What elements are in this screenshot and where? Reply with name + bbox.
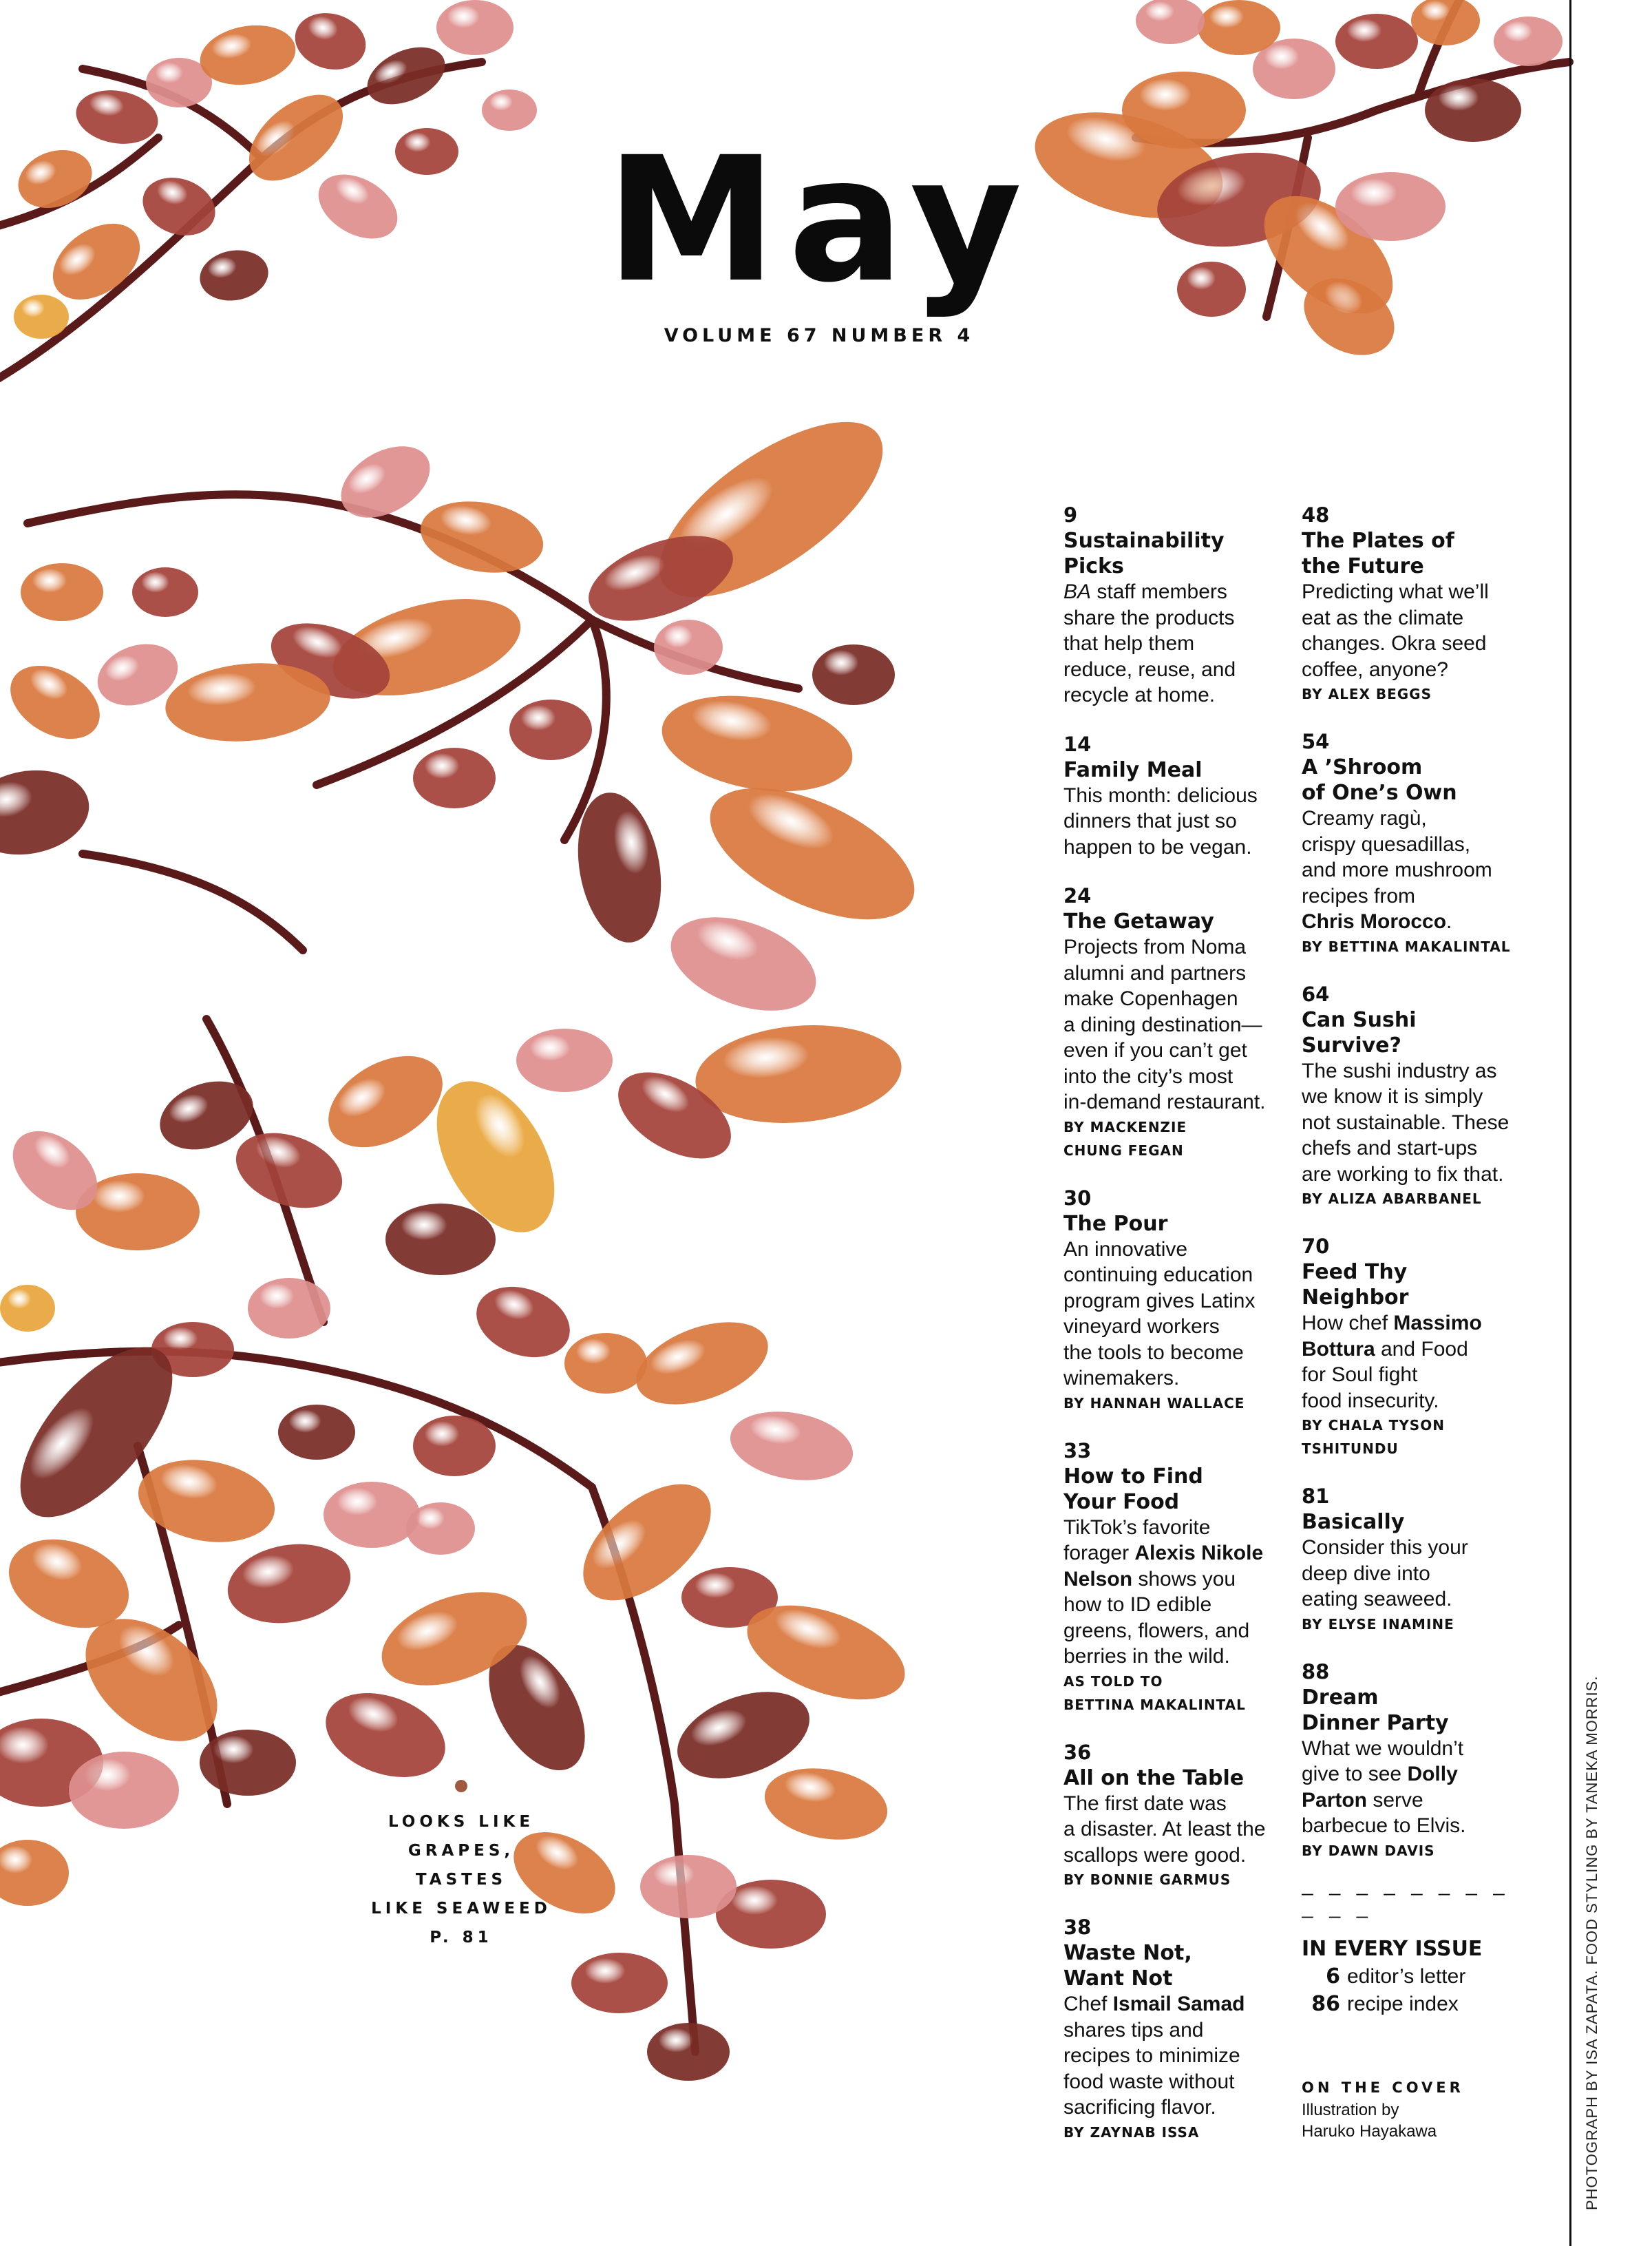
seaweed-berry — [288, 6, 372, 77]
seaweed-berry — [200, 1730, 296, 1796]
seaweed-berry — [812, 644, 895, 705]
toc-page-number: 30 — [1063, 1186, 1092, 1210]
toc-entry[interactable] — [1063, 1186, 1277, 1415]
toc-description: barbecue to Elvis. — [1302, 1814, 1466, 1837]
toc-description: into the city’s most — [1063, 1064, 1233, 1088]
toc-title: All on the Table — [1063, 1765, 1245, 1790]
toc-page-number: 54 — [1302, 730, 1330, 753]
on-the-cover-section — [1302, 2076, 1515, 2142]
toc-title: Basically — [1302, 1510, 1405, 1534]
toc-left-column — [1063, 503, 1277, 2168]
every-issue-label: editor’s letter — [1347, 1964, 1466, 1988]
toc-page-number: 81 — [1302, 1484, 1330, 1508]
toc-description: shares tips and — [1063, 2018, 1204, 2042]
toc-entry[interactable] — [1302, 982, 1515, 1211]
seaweed-berry — [564, 1333, 647, 1394]
toc-right-column — [1302, 503, 1515, 2142]
seaweed-berry — [69, 1752, 179, 1829]
seaweed-berry — [413, 1416, 496, 1476]
toc-description: The sushi industry as — [1302, 1059, 1497, 1082]
seaweed-berry — [1425, 78, 1521, 142]
toc-right-entries — [1302, 503, 1515, 1862]
seaweed-berry — [415, 492, 549, 582]
toc-byline: BY ALIZA ABARBANEL — [1302, 1190, 1482, 1207]
toc-byline: BY DAWN DAVIS — [1302, 1842, 1435, 1859]
seaweed-berry — [324, 1482, 420, 1548]
seaweed-berry — [759, 1759, 893, 1849]
toc-entry[interactable] — [1302, 1659, 1515, 1862]
seaweed-berry — [571, 1953, 668, 2013]
seaweed-berry — [1136, 0, 1205, 44]
toc-title: Want Not — [1063, 1966, 1173, 1991]
seaweed-berry — [14, 295, 69, 339]
toc-page-number: 48 — [1302, 503, 1330, 527]
seaweed-berry — [406, 1502, 475, 1555]
toc-title: Your Food — [1063, 1489, 1180, 1514]
toc-description: Creamy ragù, — [1302, 807, 1427, 830]
every-issue-page: 86 — [1311, 1991, 1340, 2016]
toc-page-number: 36 — [1063, 1740, 1092, 1764]
seaweed-berry — [21, 563, 103, 621]
toc-entry[interactable] — [1063, 732, 1277, 861]
toc-description: scallops were good. — [1063, 1843, 1247, 1867]
seaweed-berry — [248, 1278, 330, 1339]
toc-description: TikTok’s favorite — [1063, 1515, 1211, 1539]
toc-page-number: 9 — [1063, 503, 1078, 527]
seaweed-berry — [509, 700, 592, 760]
toc-entry[interactable] — [1302, 729, 1515, 958]
toc-description: chefs and start-ups — [1302, 1137, 1478, 1159]
toc-description: not sustainable. These — [1302, 1111, 1510, 1134]
toc-page-number: 88 — [1302, 1659, 1330, 1683]
toc-description: in-demand restaurant. — [1063, 1091, 1266, 1113]
toc-description: recycle at home. — [1063, 684, 1216, 706]
toc-byline: BY HANNAH WALLACE — [1063, 1394, 1245, 1411]
seaweed-berry — [1198, 0, 1280, 55]
toc-description: that help them — [1063, 632, 1195, 655]
toc-description: Chef Ismail Samad — [1063, 1993, 1245, 2015]
toc-description: Parton serve — [1302, 1788, 1423, 1812]
toc-byline: BY CHALA TYSON — [1302, 1417, 1445, 1434]
page-title: May — [606, 120, 1033, 320]
toc-description: deep dive into — [1302, 1562, 1430, 1585]
toc-description: recipes to minimize — [1063, 2044, 1240, 2067]
seaweed-berry — [10, 140, 100, 218]
toc-description: eat as the climate — [1302, 606, 1464, 629]
toc-description: we know it is simply — [1302, 1085, 1483, 1108]
toc-description: how to ID edible — [1063, 1593, 1212, 1616]
toc-description: and more mushroom — [1302, 859, 1492, 881]
seaweed-berry — [313, 1038, 458, 1166]
seaweed-berry — [640, 1855, 737, 1918]
seaweed-berry — [1122, 72, 1246, 149]
seaweed-berry — [467, 1274, 580, 1369]
toc-description: Projects from Noma — [1063, 936, 1247, 958]
toc-entry[interactable] — [1302, 503, 1515, 706]
section-divider: – – – – – – – – – – – — [1302, 1881, 1507, 1927]
seaweed-berry — [135, 168, 224, 245]
toc-byline: BY ZAYNAB ISSA — [1063, 2123, 1200, 2141]
toc-entry[interactable] — [1302, 1484, 1515, 1636]
toc-title: Feed Thy — [1302, 1260, 1408, 1284]
toc-description: greens, flowers, and — [1063, 1619, 1250, 1642]
toc-description: a disaster. At least the — [1063, 1818, 1266, 1840]
seaweed-berry — [0, 761, 96, 863]
seaweed-berry — [413, 748, 496, 808]
caption-line: LOOKS LIKE — [388, 1813, 535, 1831]
toc-description: happen to be vegan. — [1063, 835, 1252, 859]
seaweed-berry — [1177, 262, 1246, 317]
on-the-cover-heading: ON THE COVER — [1302, 2079, 1464, 2096]
toc-byline: BY MACKENZIE — [1063, 1118, 1187, 1135]
toc-page-number: 14 — [1063, 732, 1092, 756]
toc-description: the tools to become — [1063, 1341, 1244, 1364]
seaweed-berry — [72, 84, 162, 150]
toc-title: Can Sushi — [1302, 1007, 1417, 1032]
toc-page-number: 24 — [1063, 884, 1092, 907]
every-issue-item[interactable] — [1302, 1963, 1515, 1991]
caption-line: GRAPES, TASTES — [407, 1842, 515, 1889]
toc-description: coffee, anyone? — [1302, 658, 1448, 681]
seaweed-berry — [307, 161, 408, 251]
toc-byline: BY BETTINA MAKALINTAL — [1302, 938, 1511, 955]
toc-description: Nelson shows you — [1063, 1567, 1236, 1591]
toc-description: eating seaweed. — [1302, 1588, 1452, 1610]
toc-description: give to see Dolly — [1302, 1763, 1458, 1785]
toc-title: The Plates of — [1302, 529, 1454, 553]
toc-description: food waste without — [1063, 2070, 1235, 2093]
toc-description: This month: delicious — [1063, 784, 1258, 807]
toc-title: Family Meal — [1063, 757, 1203, 782]
caption-dot-icon — [455, 1780, 467, 1792]
toc-description: Bottura and Food — [1302, 1337, 1468, 1361]
toc-description: winemakers. — [1063, 1367, 1180, 1389]
toc-title: The Pour — [1063, 1211, 1168, 1236]
every-issue-page: 6 — [1326, 1964, 1340, 1988]
toc-description: changes. Okra seed — [1302, 632, 1487, 655]
seaweed-berry — [385, 1204, 496, 1275]
toc-description: are working to fix that. — [1302, 1162, 1504, 1186]
toc-title: How to Find — [1063, 1464, 1203, 1489]
toc-byline: TSHITUNDU — [1302, 1440, 1399, 1457]
toc-description: Predicting what we’ll — [1302, 580, 1489, 603]
seaweed-berry — [725, 1403, 858, 1489]
seaweed-berry — [654, 620, 723, 675]
toc-description: dinners that just so — [1063, 810, 1237, 832]
seaweed-berry — [1494, 17, 1563, 66]
caption-page-ref: P. 81 — [430, 1929, 493, 1946]
seaweed-berry — [691, 1017, 905, 1131]
seaweed-berry — [395, 128, 458, 175]
toc-title: Picks — [1063, 554, 1124, 578]
seaweed-berry — [0, 651, 113, 754]
toc-entry[interactable] — [1063, 883, 1277, 1162]
toc-byline: BY ALEX BEGGS — [1302, 686, 1432, 702]
toc-entry[interactable] — [1302, 1234, 1515, 1460]
toc-page-number: 64 — [1302, 982, 1330, 1006]
toc-description: even if you can’t get — [1063, 1039, 1247, 1062]
every-issue-heading: IN EVERY ISSUE — [1302, 1936, 1483, 1961]
toc-entry[interactable] — [1063, 503, 1277, 709]
toc-title: Dinner Party — [1302, 1710, 1449, 1735]
toc-byline: BY BONNIE GARMUS — [1063, 1871, 1231, 1888]
toc-page-number: 33 — [1063, 1438, 1092, 1462]
caption-line: LIKE SEAWEED — [371, 1900, 551, 1918]
every-issue-section — [1302, 1935, 1515, 2018]
toc-title: Waste Not, — [1063, 1941, 1192, 1965]
toc-byline: BETTINA MAKALINTAL — [1063, 1696, 1246, 1713]
toc-title: The Getaway — [1063, 910, 1214, 934]
toc-page-number: 70 — [1302, 1235, 1330, 1258]
seaweed-berry — [0, 1840, 69, 1906]
toc-description: food insecurity. — [1302, 1389, 1439, 1412]
seaweed-berry — [516, 1029, 613, 1092]
seaweed-berry — [1411, 0, 1480, 45]
toc-byline: CHUNG FEGAN — [1063, 1142, 1184, 1159]
seaweed-berry — [1335, 172, 1446, 241]
toc-description: BA staff members — [1063, 580, 1227, 603]
toc-description: for Soul fight — [1302, 1363, 1418, 1386]
seaweed-berry — [278, 1405, 355, 1460]
seaweed-berry — [647, 2023, 730, 2081]
toc-description: reduce, reuse, and — [1063, 658, 1236, 681]
toc-description: forager Alexis Nikole — [1063, 1542, 1264, 1564]
toc-description: crispy quesadillas, — [1302, 832, 1471, 856]
seaweed-berry — [131, 1450, 281, 1553]
toc-entry[interactable] — [1063, 1740, 1277, 1892]
volume-number: VOLUME 67 NUMBER 4 — [664, 325, 975, 346]
toc-description: berries in the wild. — [1063, 1645, 1230, 1668]
toc-description: program gives Latinx — [1063, 1289, 1256, 1312]
toc-entry[interactable] — [1063, 1438, 1277, 1717]
photo-caption — [358, 1780, 564, 1952]
seaweed-berry — [658, 899, 829, 1029]
page-edge-rule — [1569, 0, 1571, 2246]
seaweed-berry — [222, 1535, 357, 1633]
toc-byline: BY ELYSE INAMINE — [1302, 1615, 1454, 1633]
toc-description: share the products — [1063, 606, 1235, 629]
cover-credit-line: Haruko Hayakawa — [1302, 2121, 1437, 2141]
seaweed-berry — [314, 1678, 456, 1793]
toc-title: the Future — [1302, 554, 1424, 578]
toc-description: recipes from — [1302, 884, 1416, 907]
toc-title: Neighbor — [1302, 1285, 1409, 1310]
toc-description: make Copenhagen — [1063, 987, 1238, 1010]
toc-entry[interactable] — [1063, 1915, 1277, 2144]
toc-description: continuing education — [1063, 1263, 1253, 1286]
toc-description: Consider this your — [1302, 1536, 1468, 1559]
toc-description: An innovative — [1063, 1237, 1188, 1261]
seaweed-berry — [132, 567, 198, 617]
toc-title: Survive? — [1302, 1033, 1401, 1058]
toc-page-number: 38 — [1063, 1916, 1092, 1939]
toc-description: The first date was — [1063, 1792, 1227, 1815]
toc-description: What we wouldn’t — [1302, 1736, 1464, 1760]
seaweed-berry — [625, 1306, 779, 1420]
toc-title: A ’Shroom — [1302, 755, 1423, 779]
seaweed-berry — [655, 682, 860, 806]
seaweed-berry — [358, 36, 454, 116]
toc-title: Sustainability — [1063, 529, 1225, 553]
cover-credit-line: Illustration by — [1302, 2100, 1399, 2119]
toc-title: of One’s Own — [1302, 781, 1457, 805]
every-issue-item[interactable] — [1302, 1991, 1515, 2018]
toc-description: Chris Morocco. — [1302, 910, 1452, 933]
seaweed-berry — [196, 245, 273, 306]
toc-description: a dining destination— — [1063, 1013, 1262, 1036]
every-issue-label: recipe index — [1347, 1992, 1459, 2015]
seaweed-berry — [482, 90, 537, 131]
toc-description: How chef Massimo — [1302, 1312, 1482, 1334]
toc-title: Dream — [1302, 1685, 1379, 1710]
seaweed-berry — [436, 0, 513, 55]
toc-description: vineyard workers — [1063, 1315, 1220, 1338]
photo-credit: PHOTOGRAPH BY ISA ZAPATA. FOOD STYLING BY TANEKA MORRIS. — [1583, 1675, 1600, 2210]
seaweed-berry — [0, 1285, 55, 1332]
toc-description: alumni and partners — [1063, 961, 1247, 985]
toc-byline: AS TOLD TO — [1063, 1672, 1163, 1690]
seaweed-berry — [1335, 14, 1418, 69]
toc-description: sacrificing flavor. — [1063, 2096, 1216, 2119]
